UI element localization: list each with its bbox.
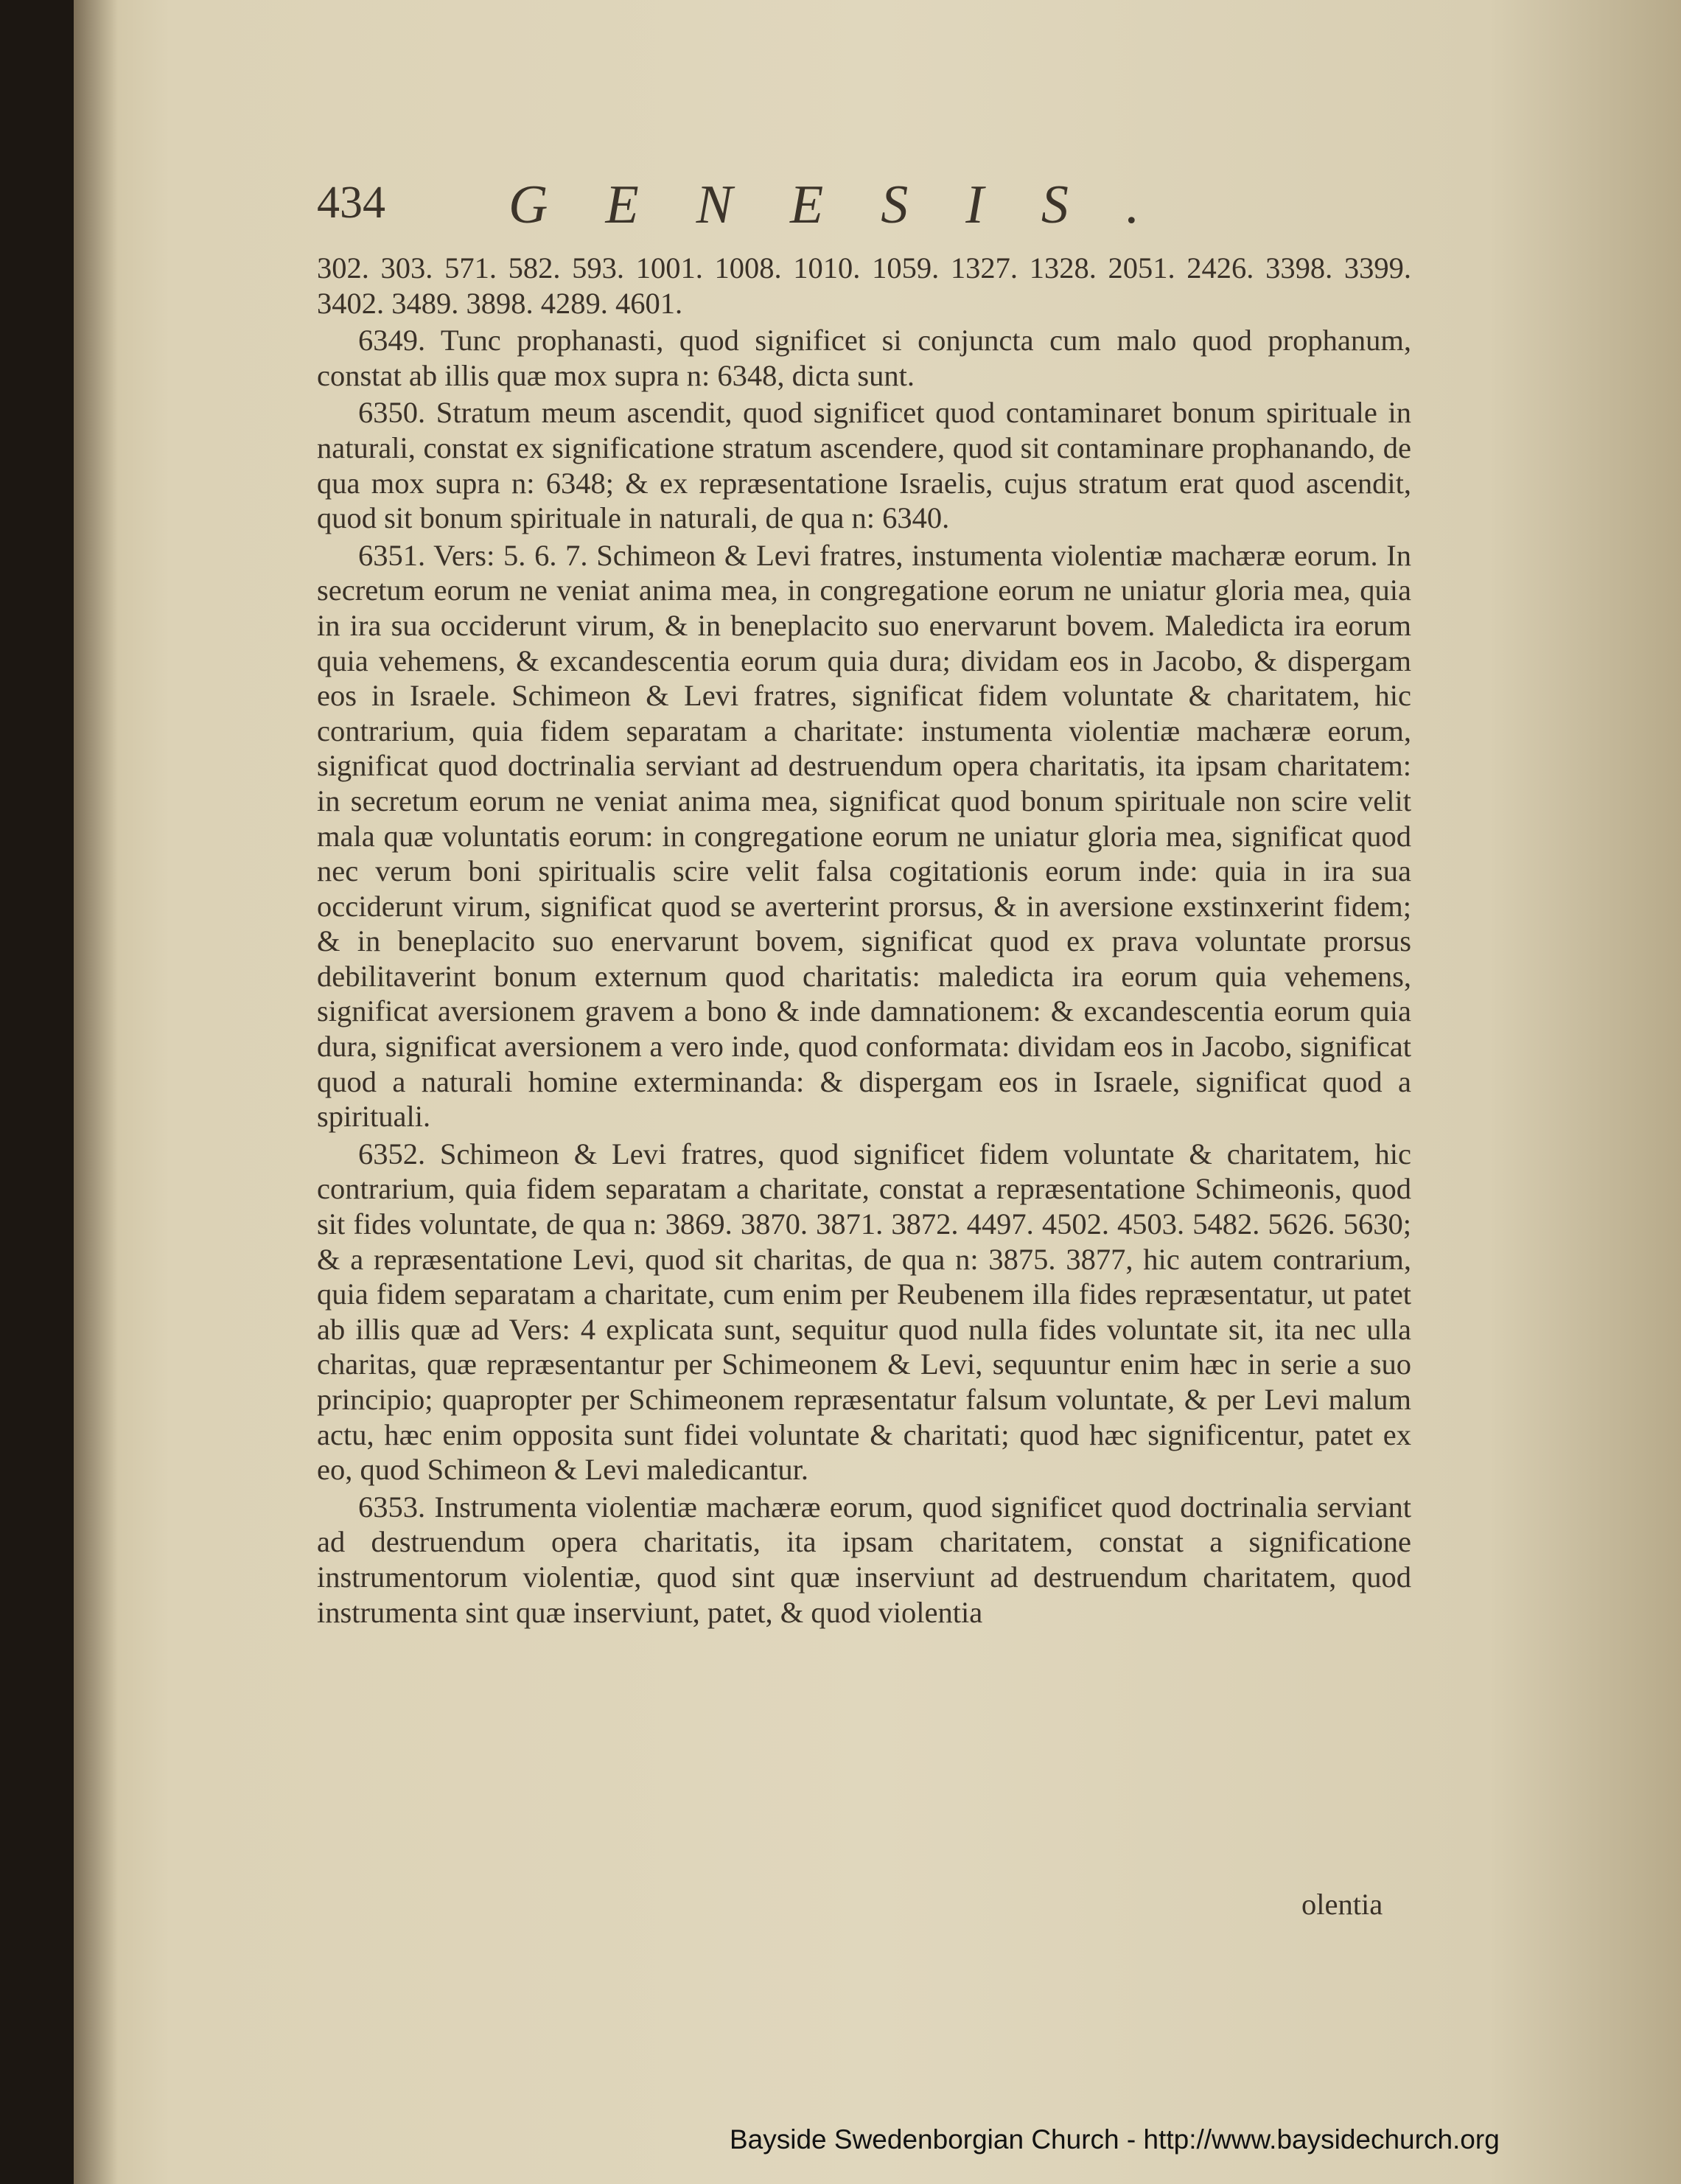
page-header	[317, 177, 1422, 243]
paragraph-references-continued: 302. 303. 571. 582. 593. 1001. 1008. 1010. 1059. 1327. 1328. 2051. 2426. 3398. 3399. 3402. 3489. 3898. 4289. 4601.	[317, 251, 1411, 320]
paragraph-6353: 6353. Instrumenta violentiæ machæræ eorum, quod significet quod doctrinalia serviant ad destruendum opera charitatis, ita ipsam charitatem, constat a significatione instrumentorum violentiæ, quod sint quæ inserviunt ad destruendum charitatem, quod instrumenta sint quæ inserviunt, patet, & quod violentia	[317, 1490, 1411, 1629]
catchword: olentia	[1301, 1888, 1383, 1921]
page-number: 434	[317, 178, 385, 228]
running-title: GENESIS.	[509, 175, 1198, 235]
paragraph-6349: 6349. Tunc prophanasti, quod significet si conjuncta cum malo quod prophanum, constat ab illis quæ mox supra n: 6348, dicta sunt.	[317, 324, 1411, 392]
body-text	[317, 251, 1411, 1630]
paragraph-6352: 6352. Schimeon & Levi fratres, quod significet fidem voluntate & charitatem, hic contrarium, quia fidem separatam a charitate, constat a repræsentatione Schimeonis, quod sit fides voluntate, de qua n: 3869. 3870. 3871. 3872. 4497. 4502. 4503. 5482. 5626. 5630; & a repræsentatione Levi, quod sit charitas, de qua n: 3875. 3877, hic autem contrarium, quia fidem separatam a charitate, cum enim per Reubenem illa fides repræsentatur, ut patet ab illis quæ ad Vers: 4 explicata sunt, sequitur quod nulla fides voluntate sit, ita nec ulla charitas, quæ repræsentantur per Schimeonem & Levi, sequuntur enim hæc in serie a suo principio; quapropter per Schimeonem repræsentatur falsum voluntate, & per Levi malum actu, hæc enim opposita sunt fidei voluntate & charitati; quod hæc significentur, patet ex eo, quod Schimeon & Levi maledicantur.	[317, 1137, 1411, 1487]
website-watermark: Bayside Swedenborgian Church - http://www.baysidechurch.org	[730, 2124, 1500, 2155]
gutter-shadow	[74, 0, 118, 2184]
paragraph-6351: 6351. Vers: 5. 6. 7. Schimeon & Levi fratres, instumenta violentiæ machæræ eorum. In secretum eorum ne veniat anima mea, in congregatione eorum ne uniatur gloria mea, quia in ira sua occiderunt virum, & in beneplacito suo enervarunt bovem. Maledicta ira eorum quia vehemens, & excandescentia eorum quia dura; dividam eos in Jacobo, & dispergam eos in Israele. Schimeon & Levi fratres, significat fidem voluntate & charitatem, hic contrarium, quia fidem separatam a charitate: instumenta violentiæ machæræ eorum, significat quod doctrinalia serviant ad destruendum opera charitatis, ita ipsam charitatem: in secretum eorum ne veniat anima mea, significat quod bonum spirituale non scire velit mala quæ voluntatis eorum: in congregatione eorum ne uniatur gloria mea, significat quod nec verum boni spiritualis scire velit falsa cogitationis eorum inde: quia in ira sua occiderunt virum, significat quod se averterint prorsus, & in aversione exstinxerint fidem; & in beneplacito suo enervarunt bovem, significat quod ex prava voluntate prorsus debilitaverint bonum externum quod charitatis: maledicta ira eorum quia vehemens, significat aversionem gravem a bono & inde damnationem: & excandescentia eorum quia dura, significat aversionem a vero inde, quod conformata: dividam eos in Jacobo, significat quod a naturali homine exterminanda: & dispergam eos in Israele, significat quod a spirituali.	[317, 538, 1411, 1134]
paragraph-6350: 6350. Stratum meum ascendit, quod significet quod contaminaret bonum spirituale in naturali, constat ex significatione stratum ascendere, quod sit contaminare prophanando, de qua mox supra n: 6348; & ex repræsentatione Israelis, cujus stratum erat quod ascendit, quod sit bonum spirituale in naturali, de qua n: 6340.	[317, 396, 1411, 535]
